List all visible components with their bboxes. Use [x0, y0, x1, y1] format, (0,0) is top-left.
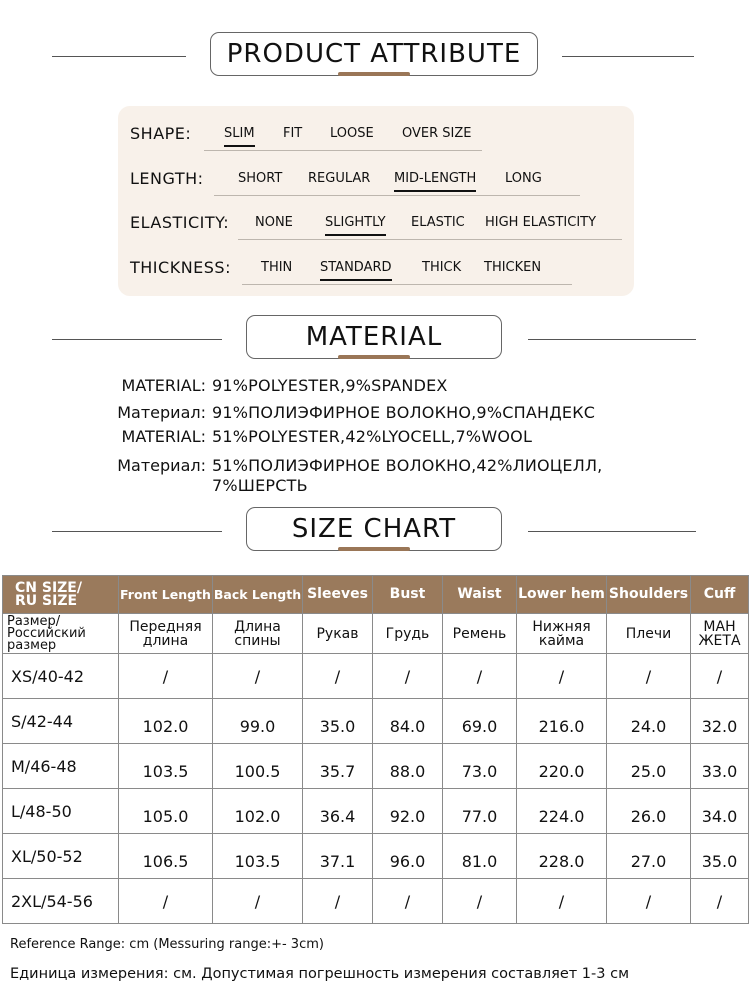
header-row-ru [3, 614, 749, 654]
measurement-cell: 35.7 [303, 744, 373, 789]
attr-option: HIGH ELASTICITY [485, 215, 597, 230]
material-header [0, 315, 750, 365]
measurement-cell: 228.0 [517, 834, 607, 879]
measurement-cell: 36.4 [303, 789, 373, 834]
size-chart-header [0, 507, 750, 557]
col-header: Cuff [691, 576, 749, 614]
material-value-cont: 7%ШЕРСТЬ [212, 476, 308, 495]
col-header: CN SIZE/ RU SIZE [3, 576, 119, 614]
attr-underline [238, 239, 622, 240]
measurement-cell: / [443, 879, 517, 924]
measurement-cell: 88.0 [373, 744, 443, 789]
size-label-cell: L/48-50 [3, 789, 119, 834]
measurement-cell: 92.0 [373, 789, 443, 834]
measurement-cell: 102.0 [119, 699, 213, 744]
header-left-line [52, 339, 222, 340]
measurement-cell: 103.5 [213, 834, 303, 879]
col-header: Waist [443, 576, 517, 614]
measurement-cell: 33.0 [691, 744, 749, 789]
measurement-cell: 96.0 [373, 834, 443, 879]
measurement-cell: 24.0 [607, 699, 691, 744]
material-value: 91%POLYESTER,9%SPANDEX [212, 376, 448, 395]
measurement-cell: 84.0 [373, 699, 443, 744]
col-header-ru: Ремень [443, 614, 517, 654]
attr-option-selected: STANDARD [320, 260, 392, 275]
measurement-cell: 69.0 [443, 699, 517, 744]
measurement-cell: 35.0 [691, 834, 749, 879]
col-header-ru: Грудь [373, 614, 443, 654]
measurement-cell: 34.0 [691, 789, 749, 834]
measurement-cell: / [213, 879, 303, 924]
col-header-ru: Нижняя кайма [517, 614, 607, 654]
material-value: 91%ПОЛИЭФИРНОЕ ВОЛОКНО,9%СПАНДЕКС [212, 403, 596, 422]
measurement-cell: 25.0 [607, 744, 691, 789]
measurement-cell: / [691, 654, 749, 699]
material-row [0, 427, 750, 449]
header-left-line [52, 531, 222, 532]
table-row [3, 744, 749, 789]
attr-option: REGULAR [308, 171, 371, 186]
section-title-size-chart: SIZE CHART [246, 507, 502, 551]
header-row-en [3, 576, 749, 614]
measurement-cell: 81.0 [443, 834, 517, 879]
col-header: Shoulders [607, 576, 691, 614]
header-accent-bar [338, 72, 410, 76]
attr-label: ELASTICITY: [130, 213, 230, 232]
size-label-cell: XL/50-52 [3, 834, 119, 879]
attr-option-selected: MID-LENGTH [394, 171, 477, 186]
table-row [3, 654, 749, 699]
header-accent-bar [338, 355, 410, 359]
attr-option: THIN [261, 260, 293, 275]
attr-option: LOOSE [330, 126, 374, 141]
measurement-cell: 100.5 [213, 744, 303, 789]
measurement-cell: 106.5 [119, 834, 213, 879]
attribute-panel [118, 106, 634, 296]
attr-option: FIT [283, 126, 303, 141]
attr-option: SHORT [238, 171, 283, 186]
attr-option: THICKEN [484, 260, 542, 275]
measurement-cell: 26.0 [607, 789, 691, 834]
col-header: Lower hem [517, 576, 607, 614]
material-row [0, 456, 750, 500]
measurement-cell: / [373, 879, 443, 924]
col-header-ru: Передняя длина [119, 614, 213, 654]
reference-range-note: Reference Range: cm (Messuring range:+- 3cm) [10, 937, 324, 952]
size-chart-table [2, 575, 749, 924]
attr-row-thickness [118, 254, 634, 284]
material-value: 51%POLYESTER,42%LYOCELL,7%WOOL [212, 427, 533, 446]
size-label-cell: M/46-48 [3, 744, 119, 789]
header-right-line [528, 339, 696, 340]
measurement-cell: 77.0 [443, 789, 517, 834]
measurement-cell: / [691, 879, 749, 924]
table-row [3, 699, 749, 744]
header-accent-bar [338, 547, 410, 551]
measurement-cell: / [517, 879, 607, 924]
material-row [0, 376, 750, 398]
attr-row-length [118, 165, 634, 195]
attr-option: LONG [505, 171, 542, 186]
section-title-attribute: PRODUCT ATTRIBUTE [210, 32, 538, 76]
attr-underline [214, 195, 580, 196]
attr-row-shape [118, 120, 634, 150]
col-header: Front Length [119, 576, 213, 614]
attr-option: ELASTIC [411, 215, 465, 230]
measurement-cell: 224.0 [517, 789, 607, 834]
measurement-cell: 220.0 [517, 744, 607, 789]
attr-label: LENGTH: [130, 169, 204, 188]
measurement-cell: / [213, 654, 303, 699]
attr-option: THICK [422, 260, 462, 275]
measurement-cell: 35.0 [303, 699, 373, 744]
attr-option-selected: SLIM [224, 126, 255, 141]
table-row [3, 879, 749, 924]
material-label: MATERIAL: [121, 376, 206, 395]
size-chart-body [3, 654, 749, 924]
measurement-cell: 99.0 [213, 699, 303, 744]
measurement-cell: 73.0 [443, 744, 517, 789]
product-attribute-header [0, 32, 750, 82]
table-row [3, 789, 749, 834]
header-right-line [562, 56, 694, 57]
measurement-cell: 32.0 [691, 699, 749, 744]
measurement-cell: / [517, 654, 607, 699]
col-header-ru: Плечи [607, 614, 691, 654]
measurement-cell: / [119, 654, 213, 699]
material-label: Материал: [117, 403, 206, 422]
measurement-cell: / [607, 654, 691, 699]
measurement-cell: 103.5 [119, 744, 213, 789]
measurement-cell: / [607, 879, 691, 924]
material-label: MATERIAL: [121, 427, 206, 446]
measurement-cell: 216.0 [517, 699, 607, 744]
material-label: Материал: [117, 456, 206, 475]
measurement-cell: / [373, 654, 443, 699]
attr-underline [242, 284, 572, 285]
measurement-cell: 105.0 [119, 789, 213, 834]
measurement-cell: 102.0 [213, 789, 303, 834]
size-label-cell: 2XL/54-56 [3, 879, 119, 924]
attr-label: SHAPE: [130, 124, 192, 143]
measurement-cell: / [443, 654, 517, 699]
attr-label: THICKNESS: [130, 258, 231, 277]
measurement-cell: 37.1 [303, 834, 373, 879]
measurement-cell: / [303, 654, 373, 699]
section-title-material: MATERIAL [246, 315, 502, 359]
col-header: Back Length [213, 576, 303, 614]
col-header: Bust [373, 576, 443, 614]
measurement-cell: 27.0 [607, 834, 691, 879]
material-value: 51%ПОЛИЭФИРНОЕ ВОЛОКНО,42%ЛИОЦЕЛЛ, [212, 456, 603, 475]
attr-option: NONE [255, 215, 293, 230]
attr-option: OVER SIZE [402, 126, 472, 141]
material-row [0, 403, 750, 425]
measurement-note-ru: Единица измерения: см. Допустимая погрешность измерения составляет 1-3 см [10, 966, 630, 982]
header-right-line [528, 531, 696, 532]
col-header-ru: Длина спины [213, 614, 303, 654]
size-label-cell: XS/40-42 [3, 654, 119, 699]
measurement-cell: / [119, 879, 213, 924]
attr-underline [204, 150, 482, 151]
attr-row-elasticity [118, 209, 634, 239]
attr-option-selected: SLIGHTLY [325, 215, 386, 230]
header-left-line [52, 56, 186, 57]
col-header-ru: Размер/ Российский размер [3, 614, 119, 654]
measurement-cell: / [303, 879, 373, 924]
table-row [3, 834, 749, 879]
size-label-cell: S/42-44 [3, 699, 119, 744]
col-header-ru: МАН ЖЕТА [691, 614, 749, 654]
col-header-ru: Рукав [303, 614, 373, 654]
col-header: Sleeves [303, 576, 373, 614]
